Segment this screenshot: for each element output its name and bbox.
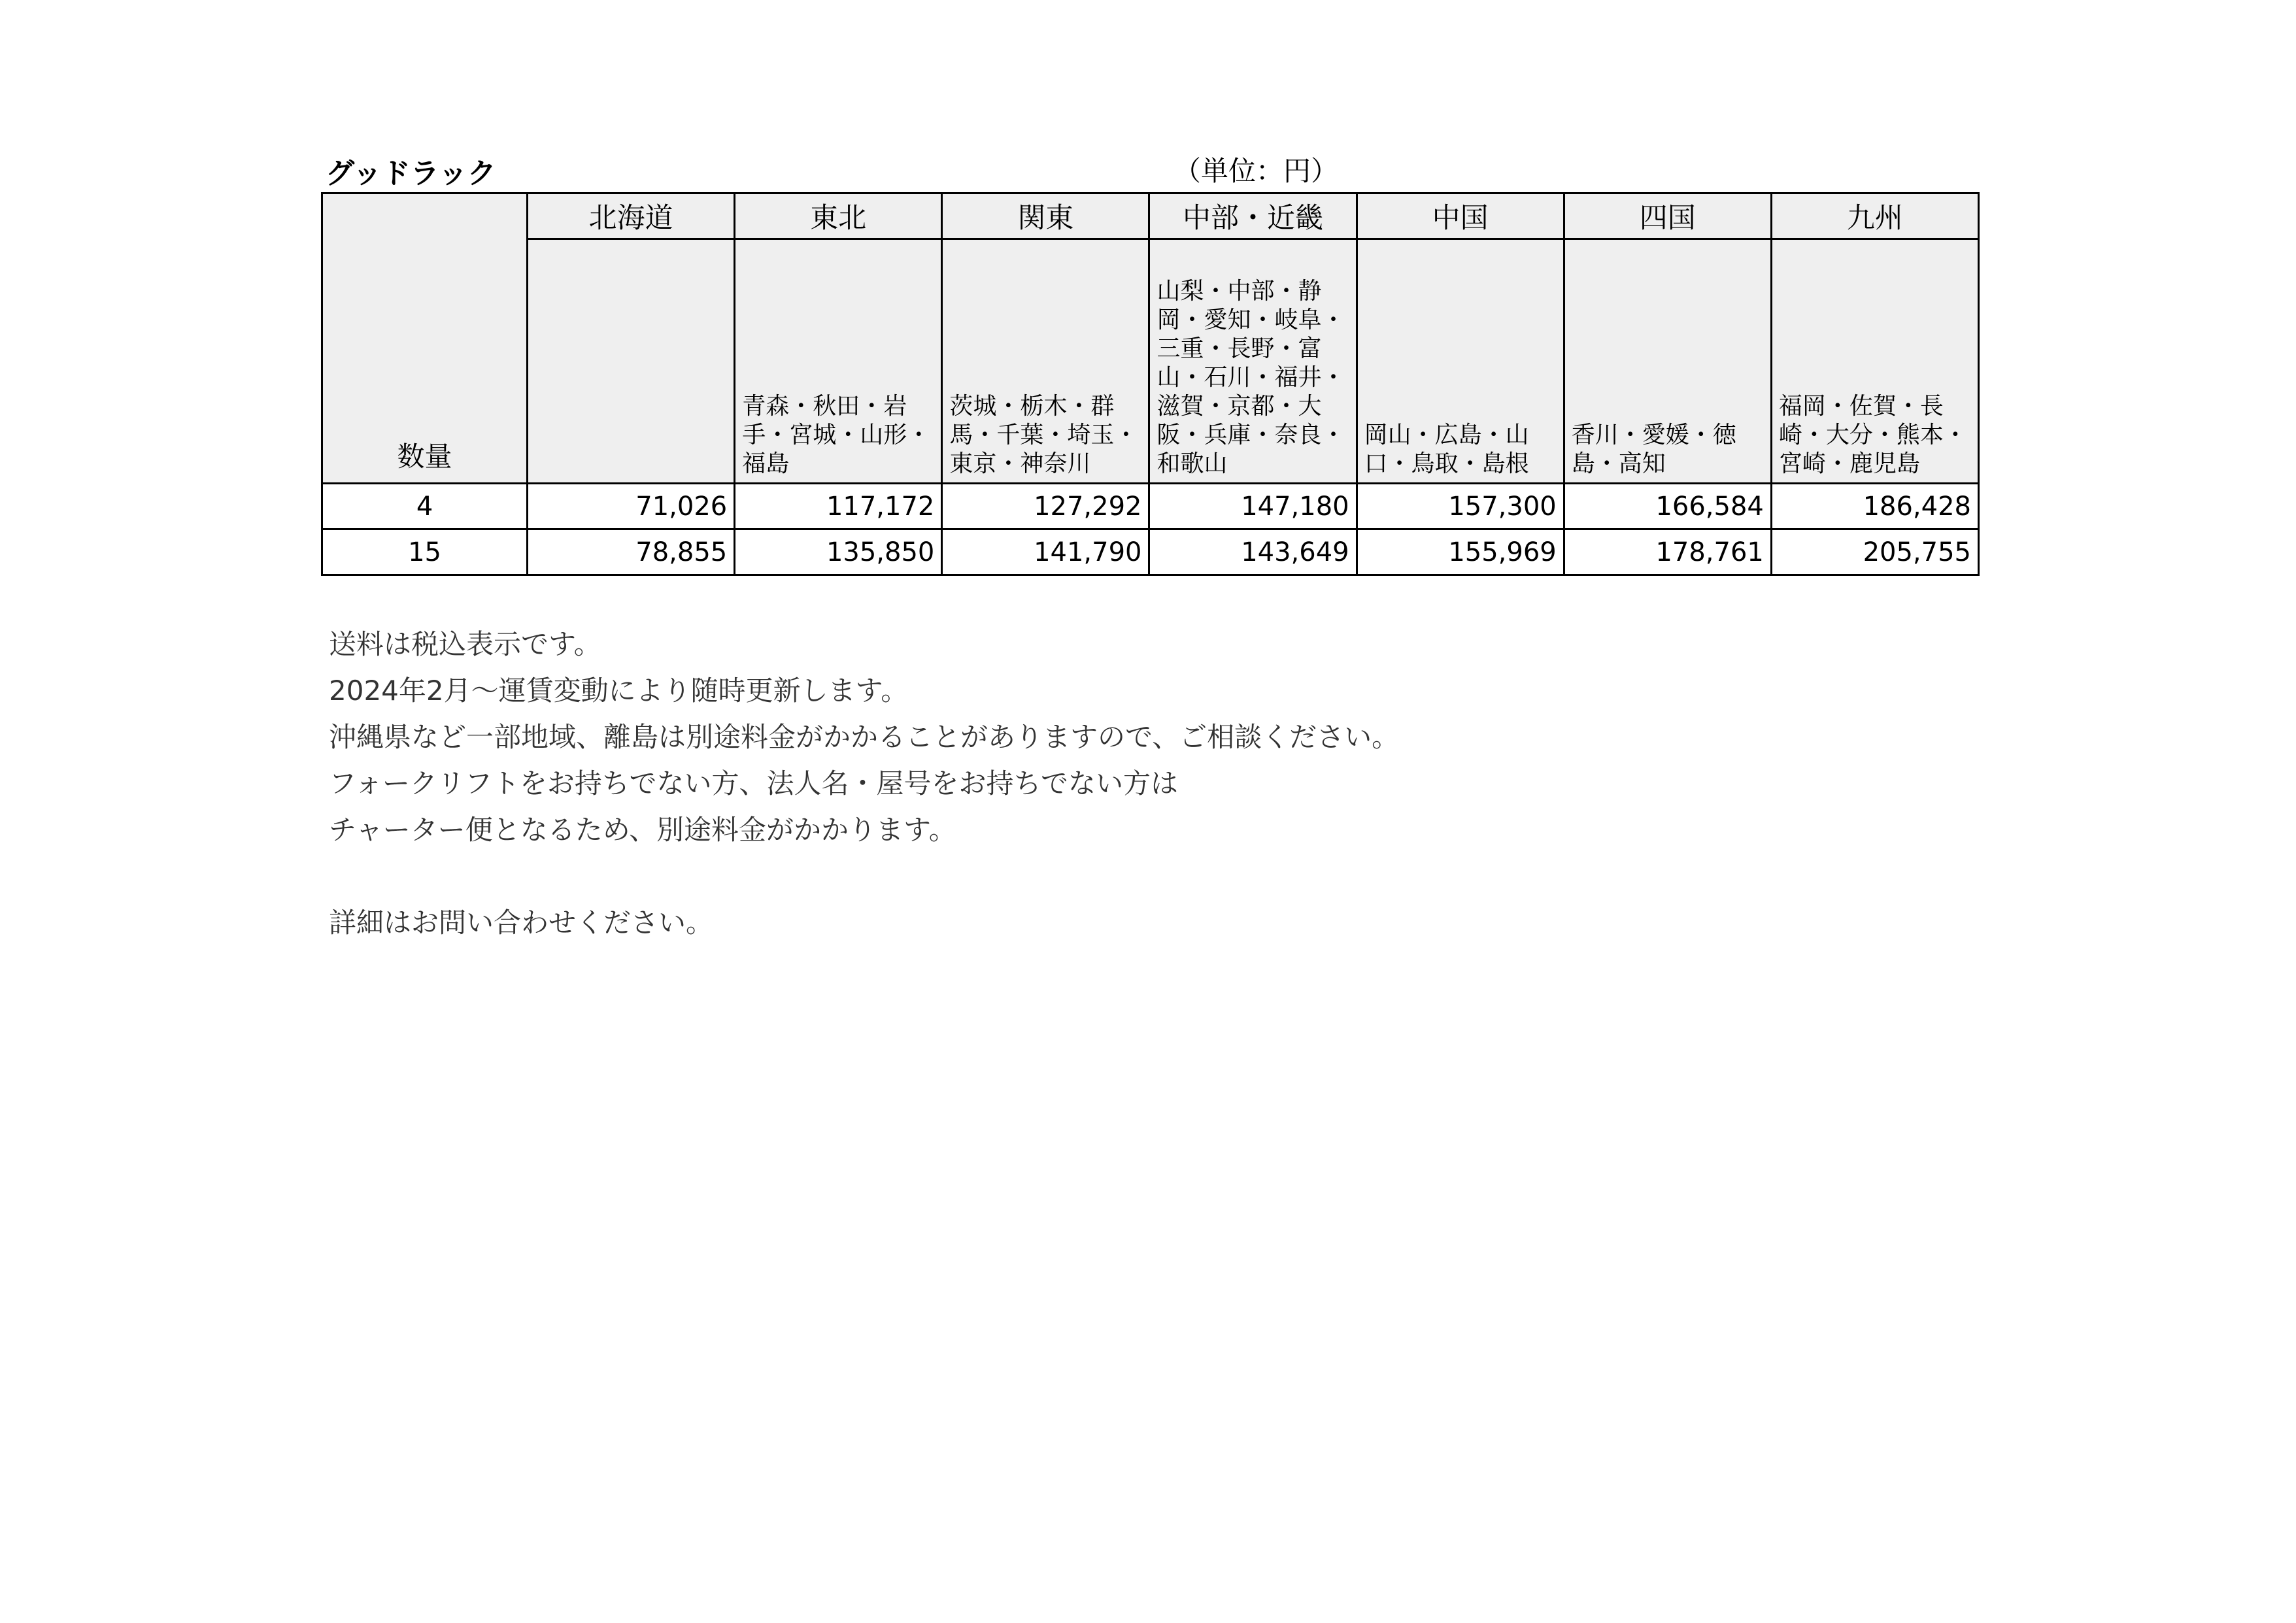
price-cell: 135,850 [735,529,942,575]
quantity-cell: 4 [322,484,528,529]
prefectures-chugoku: 岡山・広島・山口・鳥取・島根 [1357,239,1564,484]
note-tax-included: 送料は税込表示です。 [329,628,601,660]
prefecture-row [322,239,1979,484]
price-cell: 205,755 [1771,529,1978,575]
note-spacer [329,853,1399,899]
price-cell: 141,790 [942,529,1149,575]
price-cell: 166,584 [1564,484,1771,529]
note-remote-areas: 沖縄県など一部地域、離島は別途料金がかかることがありますので、ご相談ください。 [329,721,1400,753]
region-header-hokkaido: 北海道 [528,193,735,239]
region-header-kyushu: 九州 [1771,193,1978,239]
prefectures-kanto: 茨城・栃木・群馬・千葉・埼玉・東京・神奈川 [942,239,1149,484]
product-title: グッドラック [326,157,496,190]
prefectures-kyushu: 福岡・佐賀・長崎・大分・熊本・宮崎・鹿児島 [1771,239,1978,484]
price-cell: 186,428 [1771,484,1978,529]
note-forklift: フォークリフトをお持ちでない方、法人名・屋号をお持ちでない方は [329,767,1179,799]
price-cell: 117,172 [735,484,942,529]
page-header [324,147,1981,190]
prefectures-chubu-kinki: 山梨・中部・静岡・愛知・岐阜・三重・長野・富山・石川・福井・滋賀・京都・大阪・兵庫・奈良・和歌山 [1149,239,1357,484]
price-cell: 157,300 [1357,484,1564,529]
table-row [322,529,1979,575]
price-cell: 127,292 [942,484,1149,529]
table-row [322,484,1979,529]
region-header-tohoku: 東北 [735,193,942,239]
price-cell: 178,761 [1564,529,1771,575]
quantity-header: 数量 [322,193,528,484]
region-header-row [322,193,1979,239]
notes-section [329,621,1399,946]
note-rate-update: 2024年2月～運賃変動により随時更新します。 [329,675,909,707]
region-header-shikoku: 四国 [1564,193,1771,239]
note-contact: 詳細はお問い合わせください。 [329,907,714,939]
prefectures-shikoku: 香川・愛媛・徳島・高知 [1564,239,1771,484]
prefectures-tohoku: 青森・秋田・岩手・宮城・山形・福島 [735,239,942,484]
quantity-cell: 15 [322,529,528,575]
region-header-kanto: 関東 [942,193,1149,239]
price-cell: 155,969 [1357,529,1564,575]
price-cell: 78,855 [528,529,735,575]
shipping-rate-table [321,192,1980,576]
price-cell: 147,180 [1149,484,1357,529]
note-charter: チャーター便となるため、別途料金がかかります。 [329,814,956,846]
unit-note: （単位：円） [1173,155,1339,187]
price-cell: 143,649 [1149,529,1357,575]
region-header-chubu-kinki: 中部・近畿 [1149,193,1357,239]
prefectures-hokkaido [528,239,735,484]
region-header-chugoku: 中国 [1357,193,1564,239]
price-cell: 71,026 [528,484,735,529]
